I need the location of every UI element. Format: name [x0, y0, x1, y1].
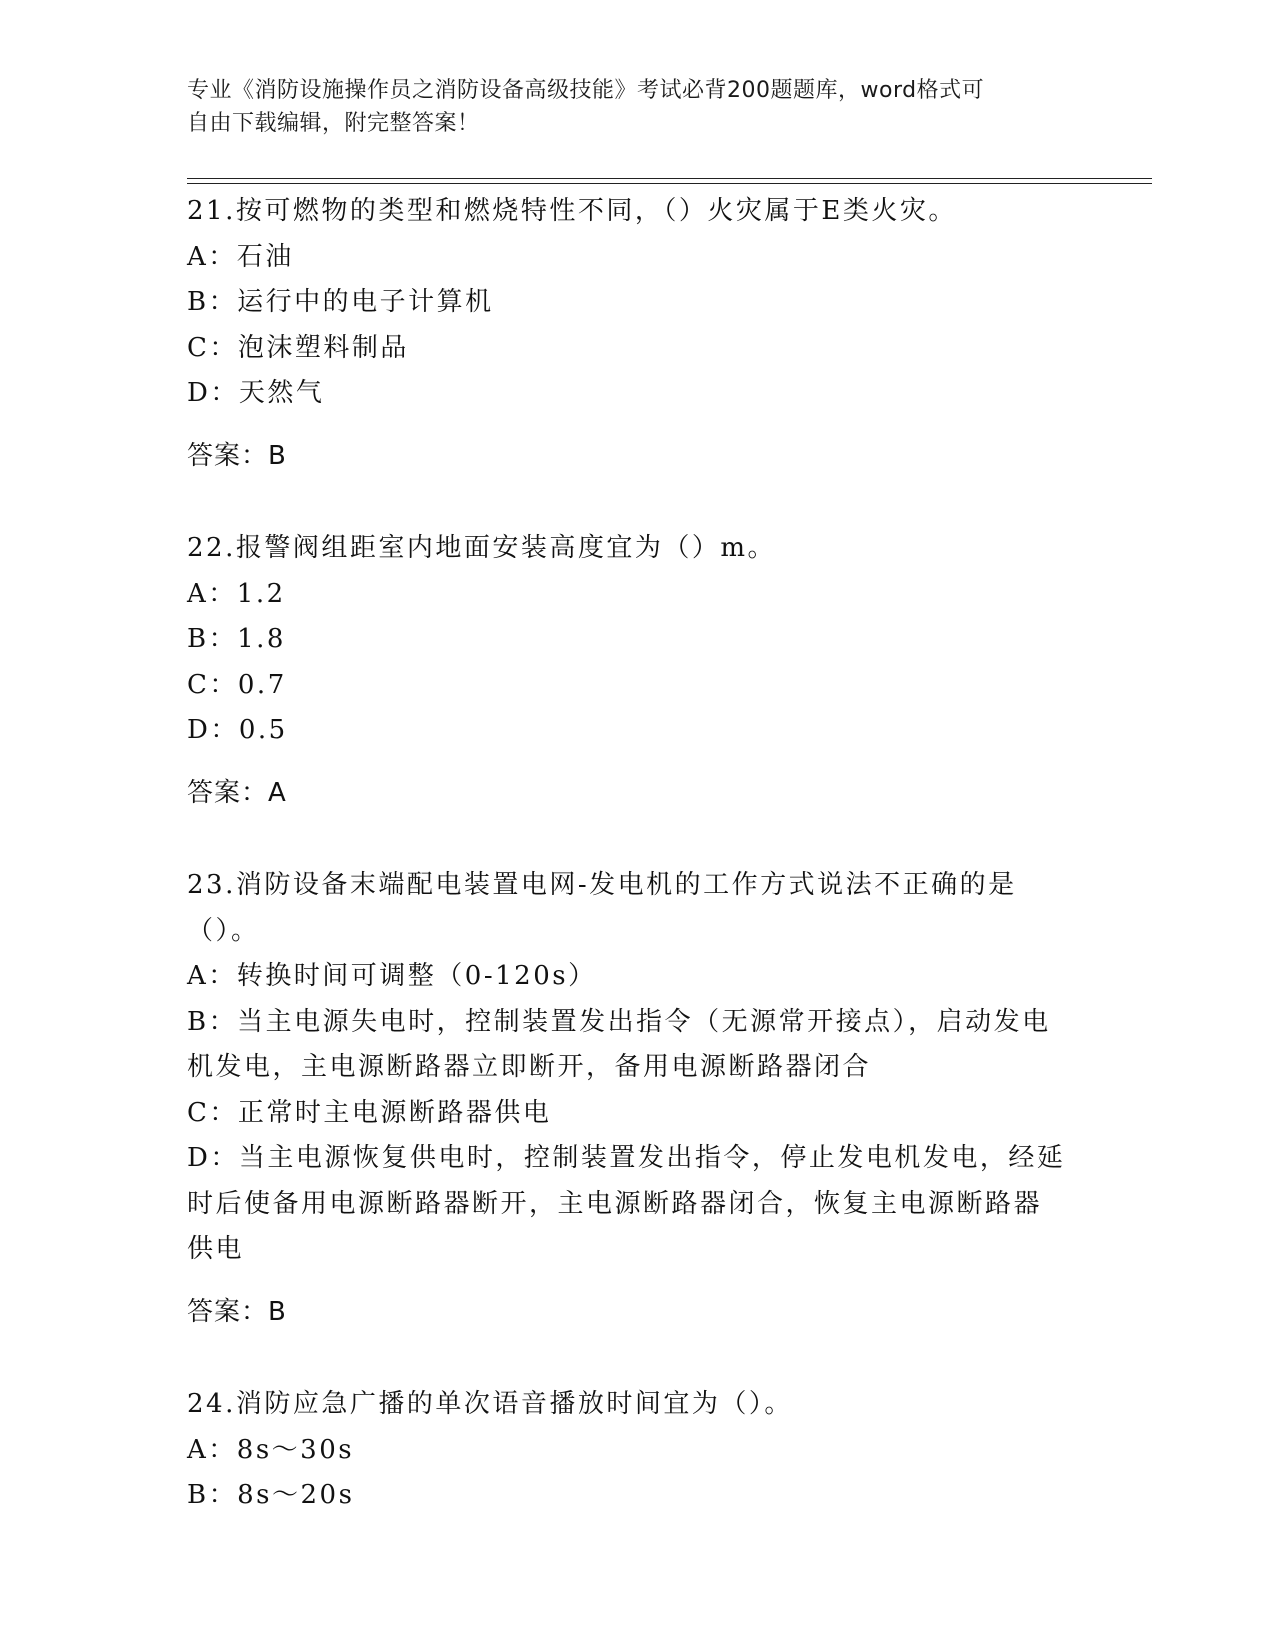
question-22	[187, 526, 1067, 754]
option-c: C：正常时主电源断路器供电	[187, 1097, 552, 1128]
question-23	[187, 863, 1067, 1273]
header-line-2: 自由下载编辑，附完整答案！	[187, 111, 480, 136]
question-list	[187, 189, 1067, 1536]
option-b: B：当主电源失电时，控制装置发出指令（无源常开接点），启动发电机发电，主电源断路器立即断开，备用电源断路器闭合	[187, 1006, 1051, 1082]
option-d: D：天然气	[187, 378, 325, 408]
option-a: A：1.2	[187, 578, 286, 609]
option-a: A：石油	[187, 241, 294, 272]
option-b: B：运行中的电子计算机	[187, 287, 494, 317]
question-text: 22.报警阀组距室内地面安装高度宜为（）m。	[187, 533, 777, 563]
question-24	[187, 1382, 1067, 1519]
document-header	[187, 74, 1067, 140]
answer-21: 答案：B	[187, 440, 287, 471]
question-text: 23.消防设备末端配电装置电网-发电机的工作方式说法不正确的是（）。	[187, 870, 1017, 946]
option-c: C：0.7	[187, 669, 287, 700]
question-text: 21.按可燃物的类型和燃烧特性不同，（）火灾属于E类火灾。	[187, 196, 957, 226]
option-b: B：1.8	[187, 624, 286, 654]
option-a: A：8s～30s	[187, 1434, 355, 1465]
option-d: D：0.5	[187, 715, 288, 745]
answer-22: 答案：A	[187, 777, 287, 808]
header-line-1: 专业《消防设施操作员之消防设备高级技能》考试必背200题题库，word格式可	[187, 78, 985, 103]
header-divider-top	[187, 178, 1152, 179]
question-21	[187, 189, 1067, 417]
option-d: D：当主电源恢复供电时，控制装置发出指令，停止发电机发电，经延时后使备用电源断路器断开，主电源断路器闭合，恢复主电源断路器供电	[187, 1143, 1066, 1264]
answer-23: 答案：B	[187, 1296, 287, 1327]
option-a: A：转换时间可调整（0-120s）	[187, 961, 597, 991]
option-b: B：8s～20s	[187, 1480, 355, 1510]
option-c: C：泡沫塑料制品	[187, 332, 409, 363]
question-text: 24.消防应急广播的单次语音播放时间宜为（）。	[187, 1389, 793, 1419]
header-divider-bottom	[187, 183, 1152, 184]
